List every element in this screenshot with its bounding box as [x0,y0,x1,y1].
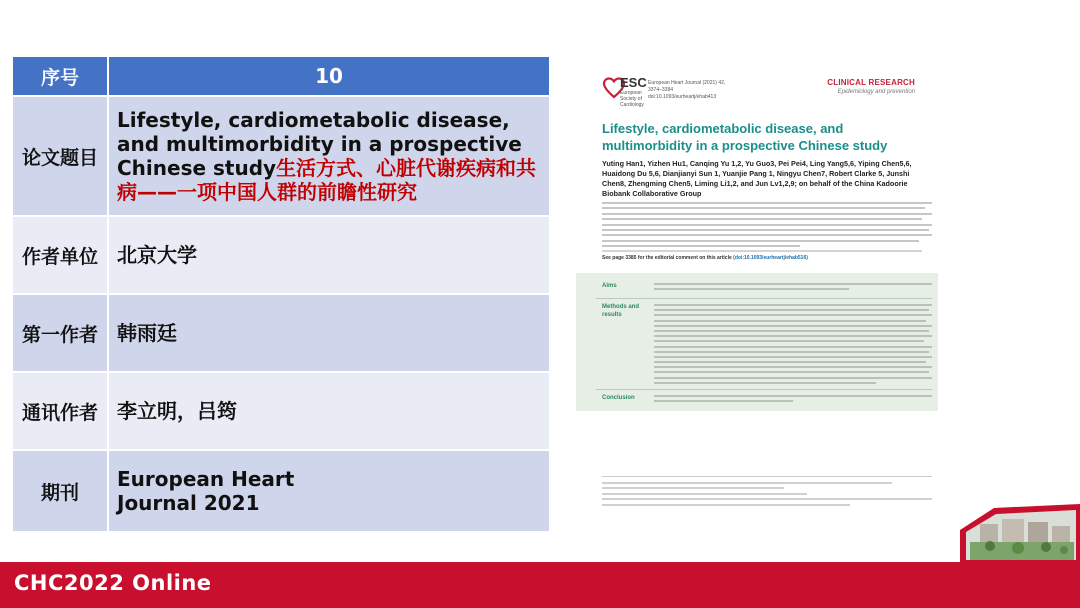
editorial-prefix: See page 3385 for the editorial comment on this article [602,255,732,261]
paper-preview [576,58,941,520]
footnotes-block [602,476,932,509]
received-dates-line [602,250,922,252]
info-table [13,57,549,531]
table-row-journal [13,451,549,531]
header-label: 序号 [13,57,109,95]
paper-title-cn: 生活方式、心脏代谢疾病和共病——一项中国人群的前瞻性研究 [117,156,537,204]
abstract-divider [596,389,932,390]
abstract-label-conclusion: Conclusion [602,395,635,401]
row-label-first-author: 第一作者 [13,295,109,371]
paper-title-cell [109,97,549,215]
campus-photo [960,504,1080,562]
esc-brand-sub: European Society of Cardiology [620,90,644,108]
abstract-label-aims: Aims [602,283,617,289]
corresponding-author-value: 李立明，吕筠 [117,399,237,423]
abstract-divider [596,298,932,299]
paper-title-en: Lifestyle, cardiometabolic disease, and multimorbidity in a prospective Chinese study [117,108,522,180]
subcategory-label: Epidemiology and prevention [837,89,915,95]
paper-authors: Yuting Han1, Yizhen Hu1, Canqing Yu 1,2, Yu Guo3, Pei Pei4, Ling Yang5,6, Yiping Chen5,6, Huaidong Du 5,6, Dianjianyi Sun 1, Yuanjie Pang 1, Ningyu Chen7, Robert Clarke 5, Junshi Chen8, Zhengming Chen5, Liming Li1,2, and Jun Lv1,2,9; on behalf of the China Kadoorie Biobank Collaborative Group [602,159,912,198]
paper-title: Lifestyle, cardiometabolic disease, and multimorbidity in a prospective Chinese study [602,121,888,153]
paper-title-cell-text [117,108,549,204]
first-author-value: 韩雨廷 [117,321,177,345]
table-header-row [13,57,549,97]
table-row-title [13,97,549,217]
journal-reference: European Heart Journal (2021) 42, 3374–3384 doi:10.1093/eurheartj/ehab413 [648,80,726,100]
esc-brand-name: ESC [620,75,647,90]
conference-logo: CHC2022 Online [14,571,212,595]
table-row-corresponding [13,373,549,451]
editorial-note [602,255,808,261]
article-category [827,78,915,95]
affiliations-block [602,202,932,248]
table-row-first-author [13,295,549,373]
journal-value-text: European Heart Journal 2021 [117,467,295,515]
header-number: 10 [315,64,343,88]
row-label-title: 论文题目 [13,97,109,215]
category-label: CLINICAL RESEARCH [827,78,915,87]
editorial-doi-link[interactable]: (doi:10.1093/eurheartj/ehab516) [733,255,808,261]
structured-abstract [576,273,938,411]
row-label-corresponding: 通讯作者 [13,373,109,449]
author-unit-value: 北京大学 [117,243,197,267]
esc-brand [620,76,648,108]
table-row-unit [13,217,549,295]
row-label-unit: 作者单位 [13,217,109,293]
abstract-label-methods: Methods and results [602,304,639,318]
journal-value [109,451,549,531]
row-label-journal: 期刊 [13,451,109,531]
